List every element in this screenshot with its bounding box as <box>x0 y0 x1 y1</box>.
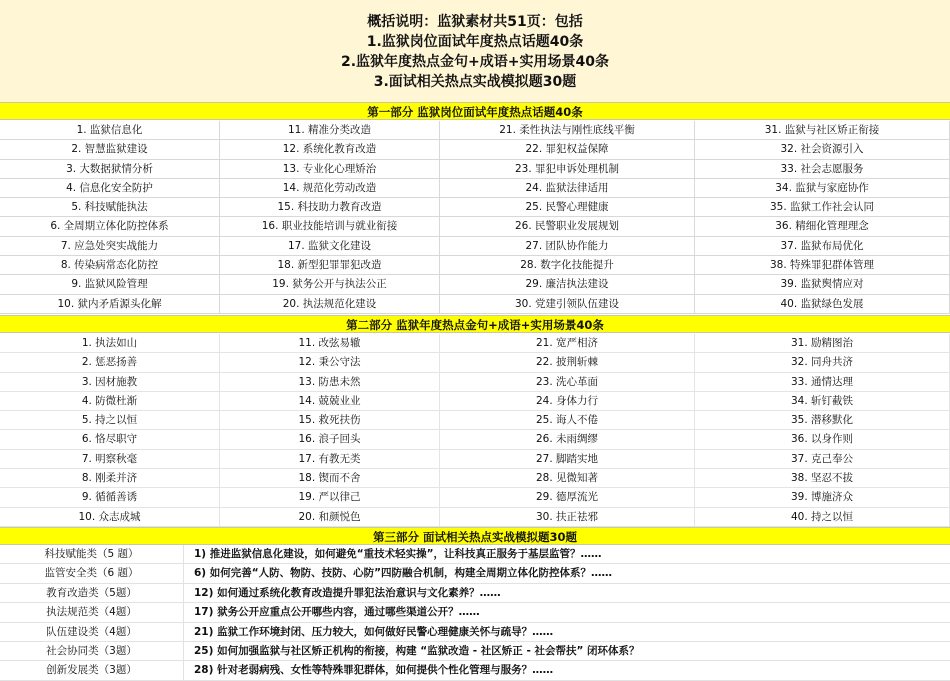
idiom-item: 35. 潜移默化 <box>695 411 950 430</box>
topic-item: 14. 规范化劳动改造 <box>220 179 440 198</box>
part2-title: 第二部分 监狱年度热点金句+成语+实用场景40条 <box>0 315 950 333</box>
idiom-item: 36. 以身作则 <box>695 430 950 449</box>
topic-item: 21. 柔性执法与刚性底线平衡 <box>440 121 695 140</box>
idiom-item: 15. 救死扶伤 <box>220 411 440 430</box>
idiom-item: 40. 持之以恒 <box>695 508 950 527</box>
question-category: 社会协同类（3题） <box>0 642 184 660</box>
topic-item: 38. 特殊罪犯群体管理 <box>695 256 950 275</box>
topic-item: 2. 智慧监狱建设 <box>0 140 220 159</box>
question-row <box>0 661 950 680</box>
part1-title: 第一部分 监狱岗位面试年度热点话题40条 <box>0 102 950 120</box>
summary-line-4: 3.面试相关热点实战模拟题30题 <box>373 74 577 90</box>
topic-item: 10. 狱内矛盾源头化解 <box>0 295 220 314</box>
idiom-item: 7. 明察秋毫 <box>0 450 220 469</box>
idiom-item: 21. 宽严相济 <box>440 334 695 353</box>
topic-item: 27. 团队协作能力 <box>440 237 695 256</box>
topic-item: 39. 监狱舆情应对 <box>695 275 950 294</box>
idiom-item: 27. 脚踏实地 <box>440 450 695 469</box>
topic-item: 5. 科技赋能执法 <box>0 198 220 217</box>
idiom-item: 29. 德厚流光 <box>440 488 695 507</box>
part3-title: 第三部分 面试相关热点实战模拟题30题 <box>0 527 950 545</box>
summary-line-3: 2.监狱年度热点金句+成语+实用场景40条 <box>340 54 609 70</box>
idiom-item: 23. 洗心革面 <box>440 373 695 392</box>
question-category: 监管安全类（6 题） <box>0 564 184 582</box>
question-category: 执法规范类（4题） <box>0 603 184 621</box>
question-category: 科技赋能类（5 题） <box>0 545 184 563</box>
idiom-item: 19. 严以律己 <box>220 488 440 507</box>
idiom-item: 28. 见微知著 <box>440 469 695 488</box>
summary-header <box>0 0 950 102</box>
question-text: 21) 监狱工作环境封闭、压力较大，如何做好民警心理健康关怀与疏导？…… <box>194 625 554 638</box>
topic-item: 4. 信息化安全防护 <box>0 179 220 198</box>
question-row <box>0 623 950 642</box>
topic-item: 35. 监狱工作社会认同 <box>695 198 950 217</box>
idiom-item: 26. 未雨绸缪 <box>440 430 695 449</box>
question-text: 28) 针对老弱病残、女性等特殊罪犯群体，如何提供个性化管理与服务？…… <box>194 664 554 677</box>
summary-line-2: 1.监狱岗位面试年度热点话题40条 <box>366 34 584 50</box>
topic-item: 3. 大数据狱情分析 <box>0 160 220 179</box>
idiom-item: 10. 众志成城 <box>0 508 220 527</box>
idiom-item: 18. 锲而不舍 <box>220 469 440 488</box>
idiom-item: 12. 秉公守法 <box>220 353 440 372</box>
part3-questions-table <box>0 545 950 681</box>
topic-item: 7. 应急处突实战能力 <box>0 237 220 256</box>
topic-item: 32. 社会资源引入 <box>695 140 950 159</box>
idiom-item: 5. 持之以恒 <box>0 411 220 430</box>
topic-item: 24. 监狱法律适用 <box>440 179 695 198</box>
topic-item: 8. 传染病常态化防控 <box>0 256 220 275</box>
idiom-item: 37. 克己奉公 <box>695 450 950 469</box>
topic-item: 34. 监狱与家庭协作 <box>695 179 950 198</box>
topic-item: 28. 数字化技能提升 <box>440 256 695 275</box>
idiom-item: 4. 防微杜渐 <box>0 392 220 411</box>
question-category: 教育改造类（5题） <box>0 584 184 602</box>
idiom-item: 34. 斩钉截铁 <box>695 392 950 411</box>
idiom-item: 11. 改弦易辙 <box>220 334 440 353</box>
question-category: 创新发展类（3题） <box>0 661 184 679</box>
summary-line-1: 概括说明：监狱素材共51页：包括 <box>367 14 583 30</box>
topic-item: 16. 职业技能培训与就业衔接 <box>220 217 440 236</box>
idiom-item: 22. 披荆斩棘 <box>440 353 695 372</box>
idiom-item: 31. 励精图治 <box>695 334 950 353</box>
question-row <box>0 545 950 564</box>
idiom-item: 39. 博施济众 <box>695 488 950 507</box>
topic-item: 20. 执法规范化建设 <box>220 295 440 314</box>
question-text: 6) 如何完善“人防、物防、技防、心防”四防融合机制，构建全周期立体化防控体系？…… <box>194 567 613 580</box>
topic-item: 6. 全周期立体化防控体系 <box>0 217 220 236</box>
topic-item: 15. 科技助力教育改造 <box>220 198 440 217</box>
question-row <box>0 584 950 603</box>
idiom-item: 32. 同舟共济 <box>695 353 950 372</box>
idiom-item: 16. 浪子回头 <box>220 430 440 449</box>
question-text: 1) 推进监狱信息化建设，如何避免“重技术轻实操”，让科技真正服务于基层监管？…… <box>194 548 602 560</box>
question-text: 17) 狱务公开应重点公开哪些内容，通过哪些渠道公开？…… <box>194 606 480 619</box>
part1-topics-table <box>0 121 950 314</box>
topic-item: 19. 狱务公开与执法公正 <box>220 275 440 294</box>
topic-item: 13. 专业化心理矫治 <box>220 160 440 179</box>
question-row <box>0 603 950 622</box>
idiom-item: 17. 有教无类 <box>220 450 440 469</box>
idiom-item: 38. 坚忍不拔 <box>695 469 950 488</box>
topic-item: 17. 监狱文化建设 <box>220 237 440 256</box>
question-category: 队伍建设类（4题） <box>0 623 184 641</box>
topic-item: 37. 监狱布局优化 <box>695 237 950 256</box>
question-text: 12) 如何通过系统化教育改造提升罪犯法治意识与文化素养？…… <box>194 586 501 599</box>
topic-item: 23. 罪犯申诉处理机制 <box>440 160 695 179</box>
idiom-item: 8. 刚柔并济 <box>0 469 220 488</box>
topic-item: 18. 新型犯罪罪犯改造 <box>220 256 440 275</box>
part2-idioms-table <box>0 334 950 527</box>
idiom-item: 6. 恪尽职守 <box>0 430 220 449</box>
topic-item: 33. 社会志愿服务 <box>695 160 950 179</box>
topic-item: 30. 党建引领队伍建设 <box>440 295 695 314</box>
topic-item: 25. 民警心理健康 <box>440 198 695 217</box>
idiom-item: 13. 防患未然 <box>220 373 440 392</box>
topic-item: 29. 廉洁执法建设 <box>440 275 695 294</box>
idiom-item: 1. 执法如山 <box>0 334 220 353</box>
idiom-item: 2. 惩恶扬善 <box>0 353 220 372</box>
topic-item: 9. 监狱风险管理 <box>0 275 220 294</box>
topic-item: 11. 精准分类改造 <box>220 121 440 140</box>
idiom-item: 14. 兢兢业业 <box>220 392 440 411</box>
question-text: 25) 如何加强监狱与社区矫正机构的衔接，构建 “监狱改造 - 社区矫正 - 社会帮扶” 闭环体系？ <box>194 644 640 657</box>
idiom-item: 9. 循循善诱 <box>0 488 220 507</box>
question-row <box>0 642 950 661</box>
topic-item: 36. 精细化管理理念 <box>695 217 950 236</box>
topic-item: 1. 监狱信息化 <box>0 121 220 140</box>
topic-item: 31. 监狱与社区矫正衔接 <box>695 121 950 140</box>
idiom-item: 24. 身体力行 <box>440 392 695 411</box>
idiom-item: 25. 诲人不倦 <box>440 411 695 430</box>
idiom-item: 30. 扶正祛邪 <box>440 508 695 527</box>
idiom-item: 20. 和颜悦色 <box>220 508 440 527</box>
question-row <box>0 564 950 583</box>
topic-item: 22. 罪犯权益保障 <box>440 140 695 159</box>
idiom-item: 33. 通情达理 <box>695 373 950 392</box>
topic-item: 26. 民警职业发展规划 <box>440 217 695 236</box>
topic-item: 40. 监狱绿色发展 <box>695 295 950 314</box>
topic-item: 12. 系统化教育改造 <box>220 140 440 159</box>
idiom-item: 3. 因材施教 <box>0 373 220 392</box>
